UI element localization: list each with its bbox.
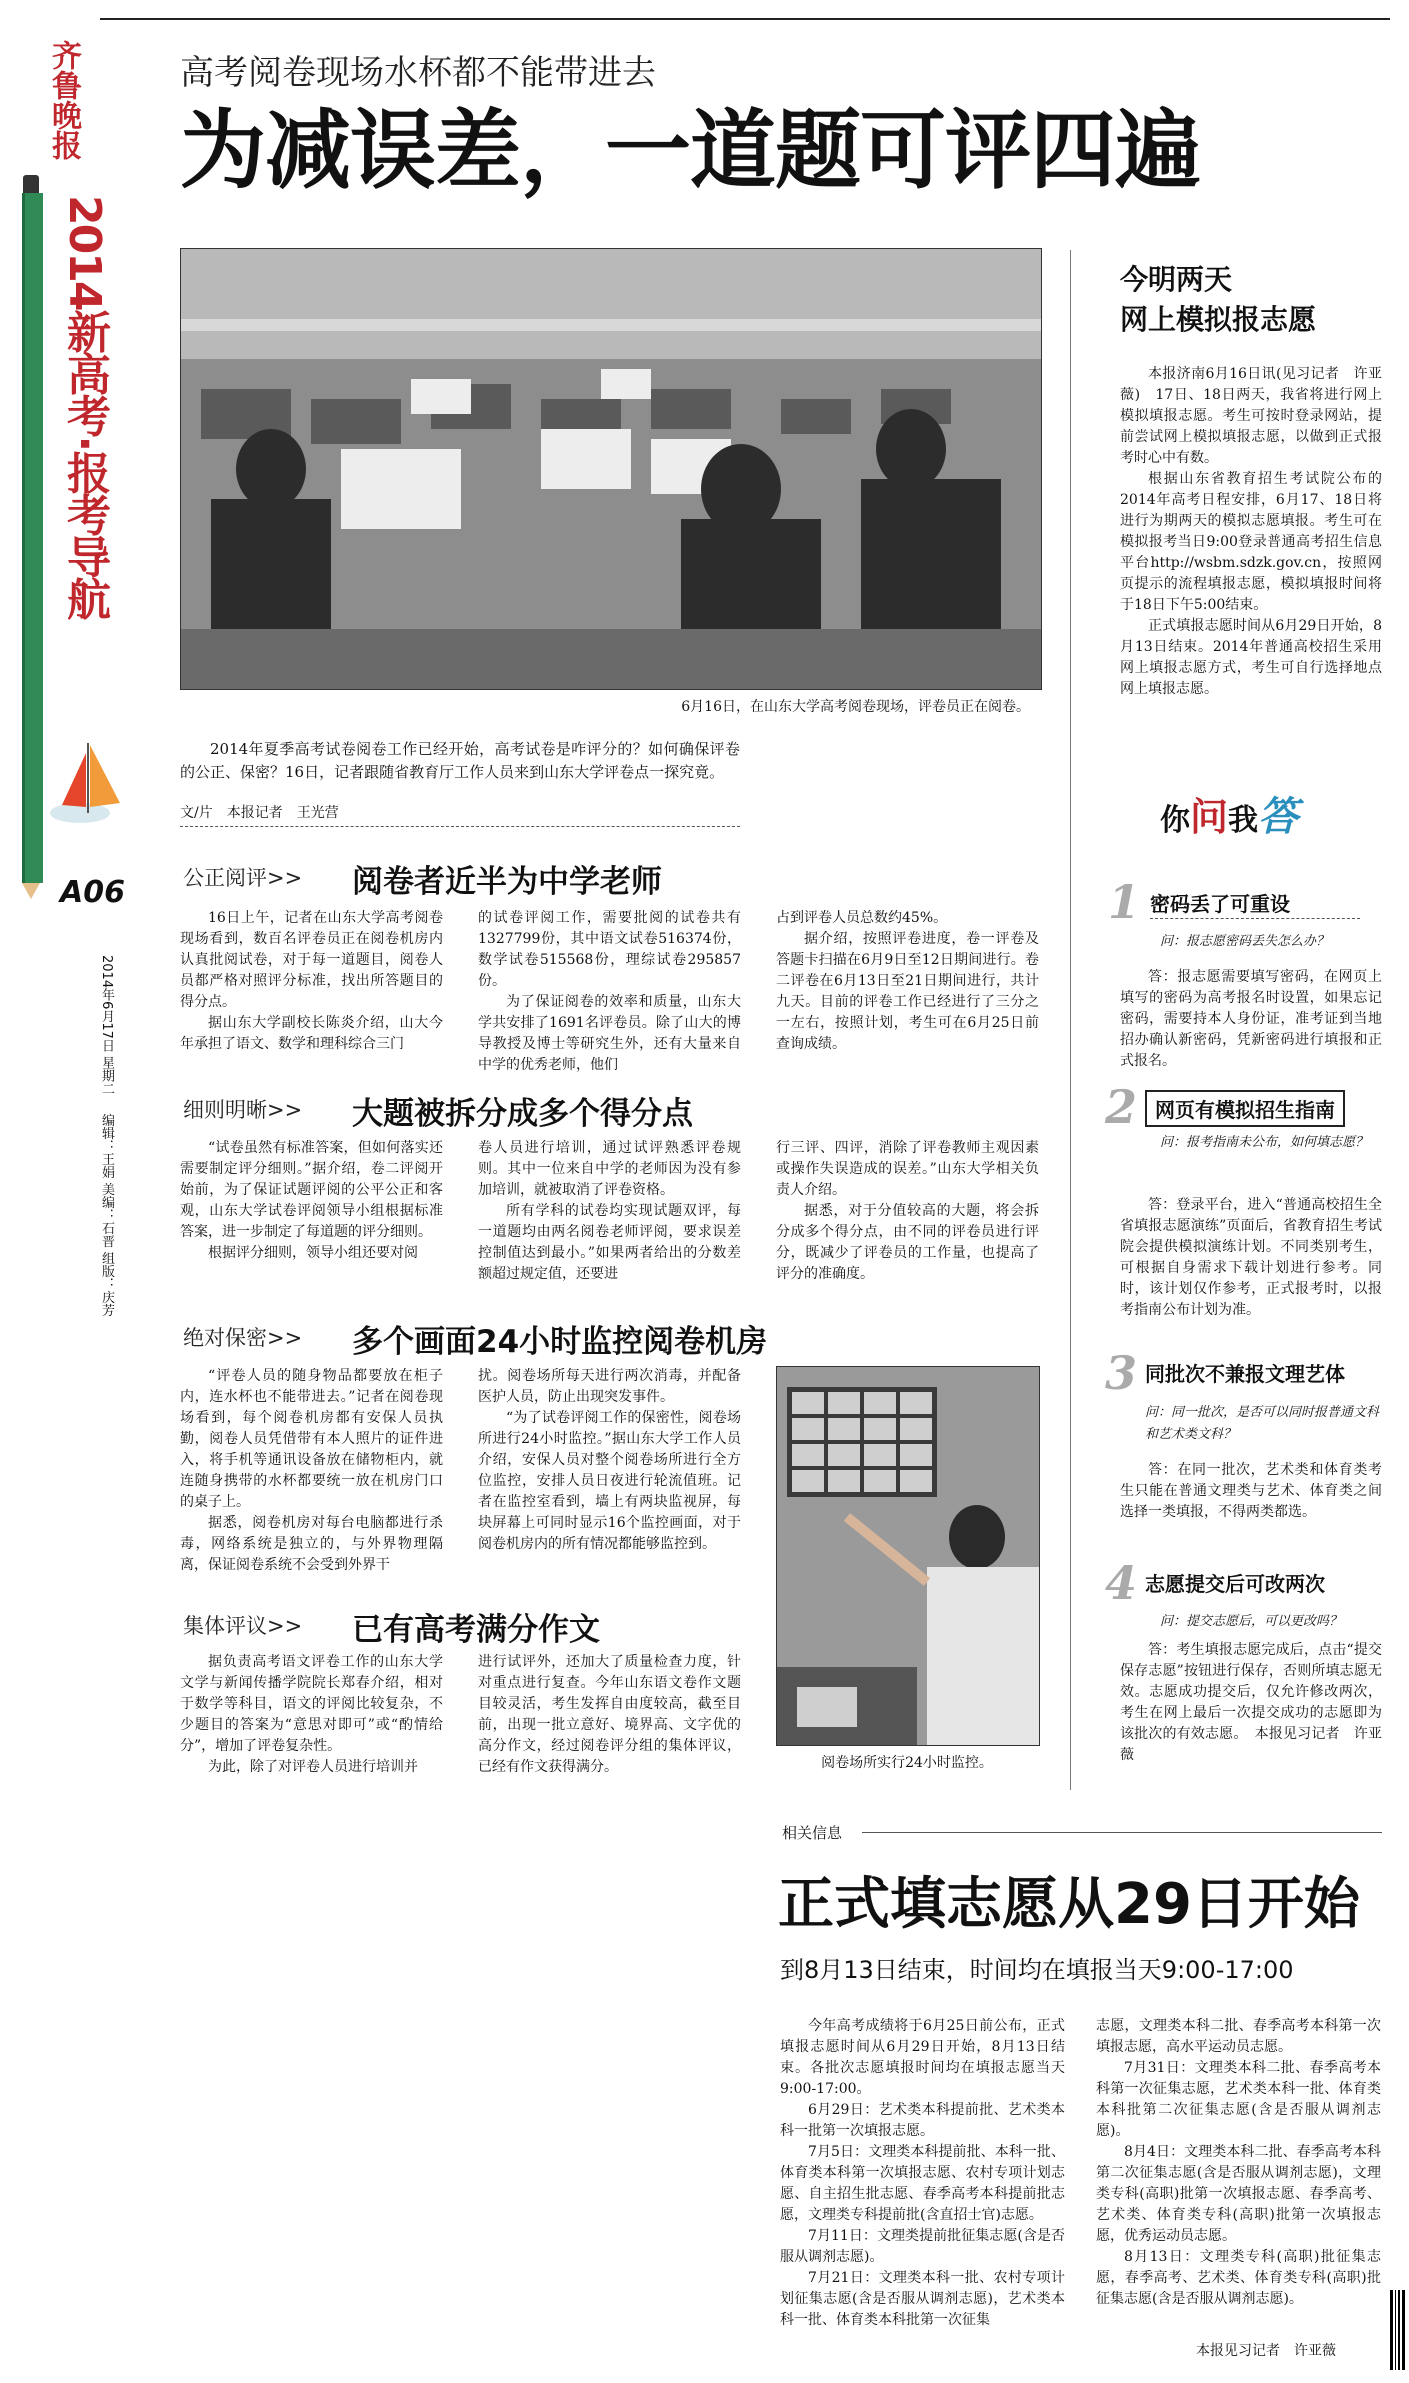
sidebar-title-line2: 网上模拟报志愿 xyxy=(1120,303,1317,336)
section-4-col-1: 据负责高考语文评卷工作的山东大学文学与新闻传播学院院长郑春介绍，相对于数学等科目，语文的评阅比较复杂，不少题目的答案为“意思对即可”或“酌情给分”，增加了评卷复杂性。 为此，除了对评卷人员进行培训并 xyxy=(180,1654,443,1775)
section-4-title: 已有高考满分作文 xyxy=(352,1612,600,1648)
related-subtitle: 到8月13日结束，时间均在填报当天9:00-17:00 xyxy=(780,1956,1294,1984)
column-title: 2014新高考·报考导航 xyxy=(59,195,110,619)
editor-credit: 编辑：王娟 xyxy=(99,1113,114,1179)
section-2-tag: 细则明晰>> xyxy=(183,1098,303,1122)
qa-1-question: 问：报志愿密码丢失怎么办？ xyxy=(1160,934,1330,949)
qa-2-title: 网页有模拟招生指南 xyxy=(1145,1090,1345,1127)
monitor-photo xyxy=(776,1366,1040,1746)
main-photo-caption: 6月16日，在山东大学高考阅卷现场，评卷员正在阅卷。 xyxy=(681,699,1030,715)
section-3-col-1: “评卷人员的随身物品都要放在柜子内，连水杯也不能带进去。”记者在阅卷现场看到，每个阅卷机房都有安保人员执勤，阅卷人员凭借带有本人照片的证件进入，将手机等通讯设备放在储物柜内，就连随身携带的水杯都要统一放在机房门口的桌子上。 据悉，阅卷机房对每台电脑都进行杀毒，网络系统是独立的，与外界物理隔离，保证阅卷系统不会受到外界干 xyxy=(180,1368,443,1573)
headline-main: 为减误差，一道题可评四遍 xyxy=(180,101,1200,201)
section-2-title: 大题被拆分成多个得分点 xyxy=(352,1096,693,1132)
qa-4-title: 志愿提交后可改两次 xyxy=(1145,1572,1325,1596)
section-4-col-2: 进行试评外，还加大了质量检查力度，针对重点进行复查。今年山东语文卷作文题目较灵活，考生发挥自由度较高，截至目前，出现一批立意好、境界高、文字优的高分作文，经过阅卷评分组的集体评议，已经有作文获得满分。 xyxy=(478,1654,741,1775)
section-3-title: 多个画面24小时监控阅卷机房 xyxy=(352,1324,768,1360)
section-2-col-1: “试卷虽然有标准答案，但如何落实还需要制定评分细则。”据介绍，卷二评阅开始前，为了保证试题评阅的公平公正和客观，山东大学试卷评阅领导小组根据标准答案，进一步制定了每道题的评分细则。 根据评分细则，领导小组还要对阅 xyxy=(180,1140,443,1261)
qa-4-number: 4 xyxy=(1105,1556,1138,1610)
lead-divider xyxy=(180,826,740,827)
related-byline: 本报见习记者 许亚薇 xyxy=(1196,2343,1336,2359)
proofreader-credit: 组版：庆芳 xyxy=(99,1251,114,1317)
qa-2-answer: 答：登录平台，进入“普通高校招生全省填报志愿演练”页面后，省教育招生考试院会提供模拟演练计划。不同类别考生，可根据自身需求下载计划进行参考。同时，该计划仅作参考，正式报考时，以报考指南公布计划为准。 xyxy=(1120,1197,1382,1318)
related-tag-rule xyxy=(862,1832,1382,1833)
section-2-col-2: 卷人员进行培训，通过试评熟悉评卷规则。其中一位来自中学的老师因为没有参加培训，就被取消了评卷资格。 所有学科的试卷均实现试题双评，每一道题均由两名阅卷老师评阅，要求误差控制值达到最小。”如果两者给出的分数差额超过规定值，还要进 xyxy=(478,1140,741,1282)
edition-date: 2014年6月17日 星期二 xyxy=(99,955,114,1096)
sidebar-news-body: 本报济南6月16日讯(见习记者 许亚薇) 17日、18日两天，我省将进行网上模拟填报志愿。考生可按时登录网站，提前尝试网上模拟填报志愿，以做到正式报考时心中有数。 根据山东省教育招生考试院公布的2014年高考日程安排，6月17、18日将进行为期两天的模拟志愿填报。考生可在模拟报考当日9:00登录普通高考招生信息平台http://wsbm.sdzk.gov.cn，按照网页提示的流程填报志愿，模拟填报时间将于18日下午5:00结束。 正式填报志愿时间从6月29日开始，8月13日结束。2014年普通高校招生采用网上填报志愿方式，考生可自行选择地点网上填报志愿。 xyxy=(1120,366,1382,697)
section-1-tag: 公正阅评>> xyxy=(183,866,303,890)
related-col-2: 志愿，文理类本科二批、春季高考本科第一次填报志愿，高水平运动员志愿。 7月31日：文理类本科二批、春季高考本科第一次征集志愿，艺术类本科一批、体育类本科批第二次征集志愿(含是否服从调剂志愿)。 8月4日：文理类本科二批、春季高考本科第二次征集志愿(含是否服从调剂志愿)，文理类专科(高职)批第一次填报志愿、春季高考、艺术类、体育类专科(高职)批第一次填报志愿，优秀运动员志愿。 8月13日：文理类专科(高职)批征集志愿，春季高考、艺术类、体育类专科(高职)批征集志愿(含是否服从调剂志愿)。 xyxy=(1096,2018,1381,2307)
headline-kicker: 高考阅卷现场水杯都不能带进去 xyxy=(180,53,656,93)
designer-credit: 美编：石晋 xyxy=(99,1182,114,1248)
section-1-col-1: 16日上午，记者在山东大学高考阅卷现场看到，数百名评卷员正在阅卷机房内认真批阅试卷，对于每一道题目，阅卷人员都严格对照评分标准，找出所答题目的得分点。 据山东大学副校长陈炎介绍，山大今年承担了语文、数学和理科综合三门 xyxy=(180,910,443,1052)
monitor-photo-caption: 阅卷场所实行24小时监控。 xyxy=(821,1755,993,1771)
qa-3-answer: 答：在同一批次，艺术类和体育类考生只能在普通文理类与艺术、体育类之间选择一类填报，不得两类都选。 xyxy=(1120,1462,1382,1520)
lead-byline: 文/片 本报记者 王光营 xyxy=(180,805,339,821)
qa-header: 你问我答 xyxy=(1160,794,1299,840)
sidebar-title-line1: 今明两天 xyxy=(1120,263,1233,296)
pencil-illustration xyxy=(20,175,42,895)
right-column-separator xyxy=(1070,250,1071,1790)
section-1-col-3: 占到评卷人员总数约45%。 据介绍，按照评卷进度，卷一评卷及答题卡扫描在6月9日至12日期间进行。卷二评卷在6月13日至21日期间进行，共计九天。目前的评卷工作已经进行了三分之一左右，按照计划，考生可在6月25日前查询成绩。 xyxy=(776,910,1039,1052)
qa-2-number: 2 xyxy=(1105,1080,1138,1134)
edition-credits xyxy=(62,955,114,1317)
main-photo xyxy=(180,248,1042,690)
section-3-col-2: 扰。阅卷场所每天进行两次消毒，并配备医护人员，防止出现突发事件。 “为了试卷评阅工作的保密性，阅卷场所进行24小时监控。”据山东大学工作人员介绍，安保人员对整个阅卷场所进行全方位监控，安排人员日夜进行轮流值班。记者在监控室看到，墙上有两块监视屏，每块屏幕上可同时显示16个监控画面，对于阅卷机房内的所有情况都能够监控到。 xyxy=(478,1368,741,1552)
section-3-tag: 绝对保密>> xyxy=(183,1326,303,1350)
lead-paragraph xyxy=(180,738,740,784)
paper-logo: 齐鲁晚报 xyxy=(46,40,81,160)
top-rule xyxy=(100,18,1390,20)
qa-4-answer: 答：考生填报志愿完成后，点击“提交保存志愿”按钮进行保存，否则所填志愿无效。志愿成功提交后，仅允许修改两次，考生在网上最后一次提交成功的志愿即为该批次的有效志愿。 本报见习记者 许亚薇 xyxy=(1120,1642,1382,1763)
related-title: 正式填志愿从29日开始 xyxy=(778,1872,1360,1937)
qa-4-question: 问：提交志愿后，可以更改吗？ xyxy=(1160,1614,1343,1629)
section-2-col-3: 行三评、四评，消除了评卷教师主观因素或操作失误造成的误差。”山东大学相关负责人介绍。 据悉，对于分值较高的大题，将会拆分成多个得分点，由不同的评卷员进行评分，既减少了评卷员的工作量，也提高了评分的准确度。 xyxy=(776,1140,1039,1282)
section-1-col-2: 的试卷评阅工作，需要批阅的试卷共有1327799份，其中语文试卷516374份，数学试卷515568份，理综试卷295857份。 为了保证阅卷的效率和质量，山东大学共安排了1691名评卷员。除了山大的博导教授及博士等研究生外，还有大量来自中学的优秀老师，他们 xyxy=(478,910,741,1073)
qa-1-answer: 答：报志愿需要填写密码，在网页上填写的密码为高考报名时设置，如果忘记密码，需要持本人身份证，准考证到当地招办确认新密码，凭新密码进行填报和正式报名。 xyxy=(1120,969,1382,1069)
lead-text: 2014年夏季高考试卷阅卷工作已经开始，高考试卷是咋评分的？如何确保评卷的公正、保密？16日，记者跟随省教育厅工作人员来到山东大学评卷点一探究竟。 xyxy=(180,740,740,781)
sailboat-logo xyxy=(48,735,128,830)
related-tag: 相关信息 xyxy=(782,1824,843,1842)
section-1-title: 阅卷者近半为中学老师 xyxy=(352,864,662,900)
page-code: A06 xyxy=(60,875,125,910)
qa-3-number: 3 xyxy=(1105,1346,1138,1400)
section-4-tag: 集体评议>> xyxy=(183,1614,303,1638)
barcode xyxy=(1390,2290,1406,2370)
column-title-year xyxy=(52,195,112,618)
qa-1-number: 1 xyxy=(1108,875,1141,929)
qa-1-rule xyxy=(1150,918,1360,919)
qa-3-question: 问：同一批次，是否可以同时报普通文科和艺术类文科？ xyxy=(1145,1405,1380,1442)
qa-3-title: 同批次不兼报文理艺体 xyxy=(1145,1362,1345,1386)
related-col-1: 今年高考成绩将于6月25日前公布，正式填报志愿时间从6月29日开始，8月13日结束。各批次志愿填报时间均在填报志愿当天9:00-17:00。 6月29日：艺术类本科提前批、艺术类本科一批第一次填报志愿。 7月5日：文理类本科提前批、本科一批、体育类本科第一次填报志愿、农村专项计划志愿、自主招生批志愿、春季高考本科提前批志愿，文理类专科提前批(含直招士官)志愿。 7月11日：文理类提前批征集志愿(含是否服从调剂志愿)。 7月21日：文理类本科一批、农村专项计划征集志愿(含是否服从调剂志愿)，艺术类本科一批、体育类本科批第一次征集 xyxy=(780,2018,1065,2328)
qa-2-question: 问：报考指南未公布，如何填志愿？ xyxy=(1160,1135,1369,1150)
qa-1-title: 密码丢了可重设 xyxy=(1150,892,1290,916)
